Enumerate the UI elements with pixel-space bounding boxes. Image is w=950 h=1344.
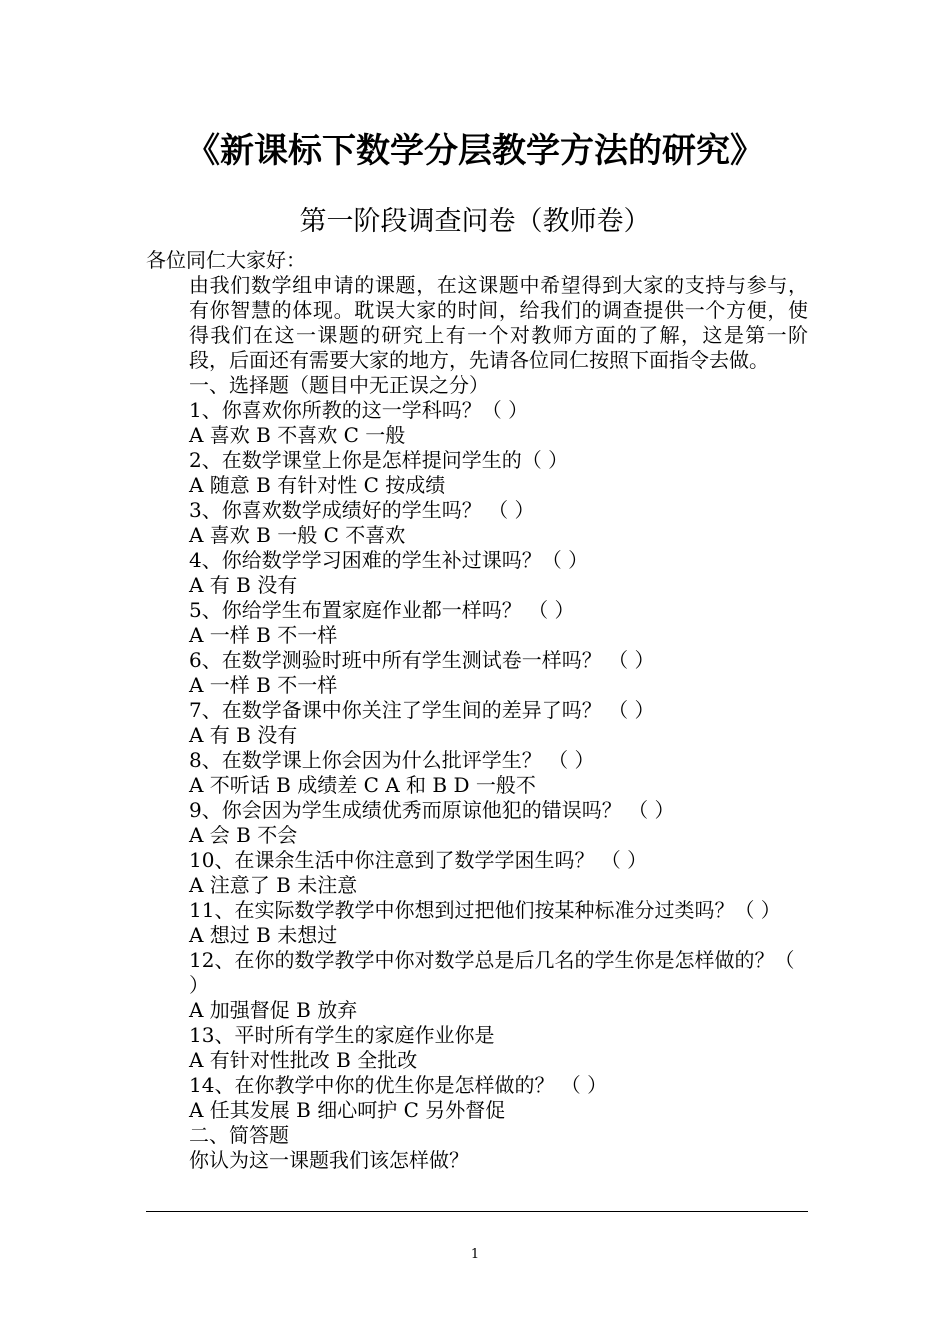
answer-options-10: A 注意了 B 未注意 xyxy=(189,873,358,897)
question-2: 2、在数学课堂上你是怎样提问学生的（ ） xyxy=(189,448,569,472)
answer-options-12: A 加强督促 B 放弃 xyxy=(189,998,358,1022)
answer-options-13: A 有针对性批改 B 全批改 xyxy=(189,1048,418,1072)
document-title: 《新课标下数学分层教学方法的研究》 xyxy=(186,131,764,171)
answer-options-3: A 喜欢 B 一般 C 不喜欢 xyxy=(189,523,406,547)
answer-options-8: A 不听话 B 成绩差 C A 和 B D 一般不 xyxy=(189,773,536,797)
page-number: 1 xyxy=(470,1247,480,1262)
question-9: 9、你会因为学生成绩优秀而原谅他犯的错误吗？ （ ） xyxy=(189,798,675,822)
section-heading-choice: 一、选择题（题目中无正误之分） xyxy=(189,373,489,397)
question-3: 3、你喜欢数学成绩好的学生吗？ （ ） xyxy=(189,498,535,522)
answer-options-5: A 一样 B 不一样 xyxy=(189,623,338,647)
answer-options-2: A 随意 B 有针对性 C 按成绩 xyxy=(189,473,446,497)
greeting: 各位同仁大家好： xyxy=(146,248,306,272)
answer-options-11: A 想过 B 未想过 xyxy=(189,923,338,947)
section-heading-short-answer: 二、简答题 xyxy=(189,1123,289,1147)
question-13: 13、平时所有学生的家庭作业你是 xyxy=(189,1023,495,1047)
answer-options-4: A 有 B 没有 xyxy=(189,573,298,597)
question-6: 6、在数学测验时班中所有学生测试卷一样吗？ （ ） xyxy=(189,648,655,672)
document-body xyxy=(146,248,808,1173)
question-5: 5、你给学生布置家庭作业都一样吗？ （ ） xyxy=(189,598,575,622)
question-12: 12、在你的数学教学中你对数学总是后几名的学生你是怎样做的？（ ） xyxy=(189,948,795,997)
question-8: 8、在数学课上你会因为什么批评学生？ （ ） xyxy=(189,748,595,772)
question-14: 14、在你教学中你的优生你是怎样做的？ （ ） xyxy=(189,1073,608,1097)
question-7: 7、在数学备课中你关注了学生间的差异了吗？ （ ） xyxy=(189,698,655,722)
answer-options-14: A 任其发展 B 细心呵护 C 另外督促 xyxy=(189,1098,506,1122)
short-answer-question: 你认为这一课题我们该怎样做？ xyxy=(189,1148,469,1172)
answer-options-7: A 有 B 没有 xyxy=(189,723,298,747)
question-11: 11、在实际数学教学中你想到过把他们按某种标准分过类吗？（ ） xyxy=(189,898,781,922)
question-10: 10、在课余生活中你注意到了数学学困生吗？ （ ） xyxy=(189,848,648,872)
answer-options-6: A 一样 B 不一样 xyxy=(189,673,338,697)
answer-options-9: A 会 B 不会 xyxy=(189,823,298,847)
answer-line xyxy=(146,1211,808,1212)
document-subtitle: 第一阶段调查问卷（教师卷） xyxy=(299,206,651,237)
answer-options-1: A 喜欢 B 不喜欢 C 一般 xyxy=(189,423,406,447)
question-4: 4、你给数学学习困难的学生补过课吗？（ ） xyxy=(189,548,589,572)
question-1: 1、你喜欢你所教的这一学科吗？（ ） xyxy=(189,398,529,422)
intro-paragraph: 由我们数学组申请的课题，在这课题中希望得到大家的支持与参与，有你智慧的体现。耽误大家的时间，给我们的调查提供一个方便，使得我们在这一课题的研究上有一个对教师方面的了解，这是第一阶段，后面还有需要大家的地方，先请各位同仁按照下面指令去做。 xyxy=(189,273,808,372)
